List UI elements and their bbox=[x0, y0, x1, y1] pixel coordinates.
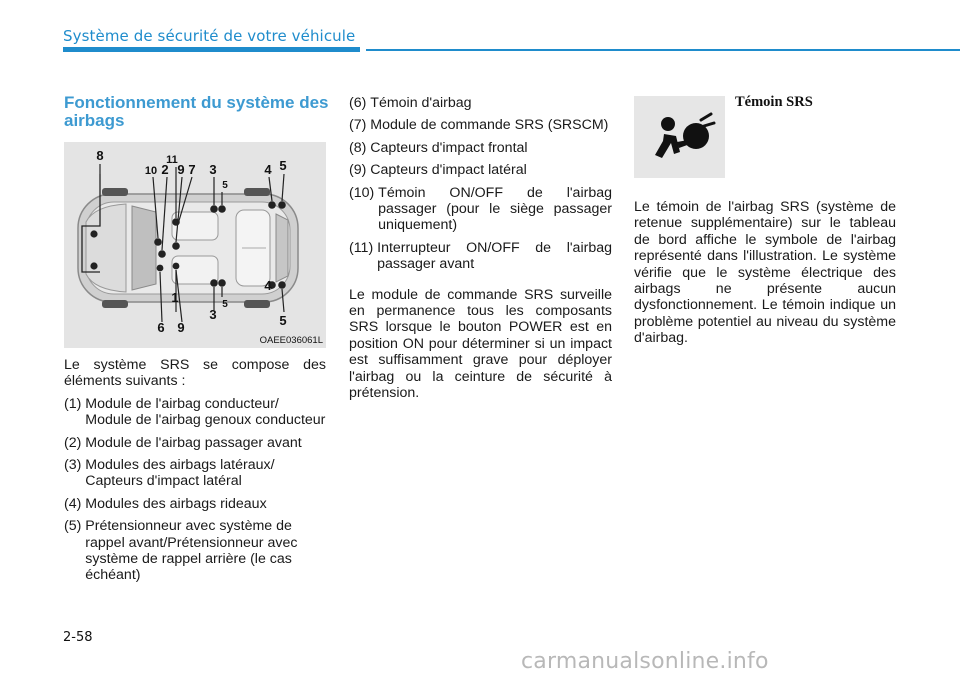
figure-callout-5: 5 bbox=[279, 313, 287, 328]
figure-caption: OAEE036061L bbox=[259, 335, 323, 346]
figure-callout-11: 11 bbox=[166, 154, 178, 166]
intro-text: Le système SRS se compose des éléments suivants : bbox=[64, 357, 326, 390]
figure-callout-9: 9 bbox=[177, 162, 185, 177]
component-item-1: (1) Module de l'airbag conducteur/ Module de l'airbag genoux conducteur bbox=[64, 395, 326, 429]
component-item-11: (11) Interrupteur ON/OFF de l'airbag passager avant bbox=[349, 239, 612, 273]
figure-callout-5: 5 bbox=[279, 158, 287, 173]
figure-callout-9: 9 bbox=[177, 320, 185, 335]
component-item-5: (5) Prétensionneur avec système de rappel avant/Prétensionneur avec système de rappel arrière (le cas échéant) bbox=[64, 518, 298, 584]
column-middle bbox=[349, 95, 612, 402]
figure-callout-3: 3 bbox=[209, 162, 217, 177]
airbag-warning-icon bbox=[634, 96, 725, 178]
column-left bbox=[64, 357, 326, 590]
component-item-9: (9) Capteurs d'impact latéral bbox=[349, 162, 527, 179]
header-rule-thin bbox=[366, 49, 960, 51]
figure-callout-3: 3 bbox=[209, 307, 217, 322]
chapter-title: Système de sécurité de votre véhicule bbox=[63, 27, 356, 45]
figure-callout-5: 5 bbox=[222, 299, 228, 310]
figure-callout-7: 7 bbox=[188, 162, 196, 177]
page-number: 2-58 bbox=[63, 630, 93, 645]
watermark: carmanualsonline.info bbox=[521, 649, 769, 674]
component-item-10: (10) Témoin ON/OFF de l'airbag passager (pour le siège passager uniquement) bbox=[349, 184, 612, 234]
component-item-7: (7) Module de commande SRS (SRSCM) bbox=[349, 117, 609, 134]
component-item-6: (6) Témoin d'airbag bbox=[349, 95, 472, 111]
component-item-3: (3) Modules des airbags latéraux/ Capteurs d'impact latéral bbox=[64, 457, 275, 490]
figure-callout-4: 4 bbox=[264, 278, 272, 293]
srs-warning-light-box bbox=[634, 96, 725, 178]
component-item-2: (2) Module de l'airbag passager avant bbox=[64, 434, 302, 451]
component-item-4: (4) Modules des airbags rideaux bbox=[64, 495, 267, 512]
header-rule-thick bbox=[63, 47, 360, 52]
section-title: Fonctionnement du système des airbags bbox=[64, 93, 329, 130]
figure-callout-4: 4 bbox=[264, 162, 272, 177]
figure-callout-1: 1 bbox=[171, 290, 179, 305]
column-right bbox=[634, 199, 896, 347]
srs-light-paragraph: Le témoin de l'airbag SRS (système de retenue supplémentaire) sur le tableau de bord affiche le symbole de l'airbag représenté dans l'illustration. Le système vérifie que le système électrique des airbags ne présente aucun dysfonctionnement. Le témoin indique un problème potentiel au niveau du système d'airbag. bbox=[634, 199, 896, 347]
srscm-paragraph: Le module de commande SRS surveille en permanence tous les composants SRS lorsque le bouton POWER est en position ON pour déterminer si un impact est suffisamment grave pour déployer l'airbag ou la ceinture de sécurité à prétension. bbox=[349, 286, 612, 402]
figure-callout-8: 8 bbox=[96, 148, 104, 163]
figure-callout-5: 5 bbox=[222, 180, 228, 191]
figure-callout-6: 6 bbox=[157, 320, 165, 335]
figure-callout-2: 2 bbox=[161, 162, 169, 177]
component-item-8: (8) Capteurs d'impact frontal bbox=[349, 139, 528, 156]
figure-callout-10: 10 bbox=[144, 165, 158, 177]
airbag-layout-figure bbox=[64, 142, 326, 348]
srs-light-title: Témoin SRS bbox=[735, 94, 813, 110]
car-top-view-illustration bbox=[64, 142, 326, 348]
